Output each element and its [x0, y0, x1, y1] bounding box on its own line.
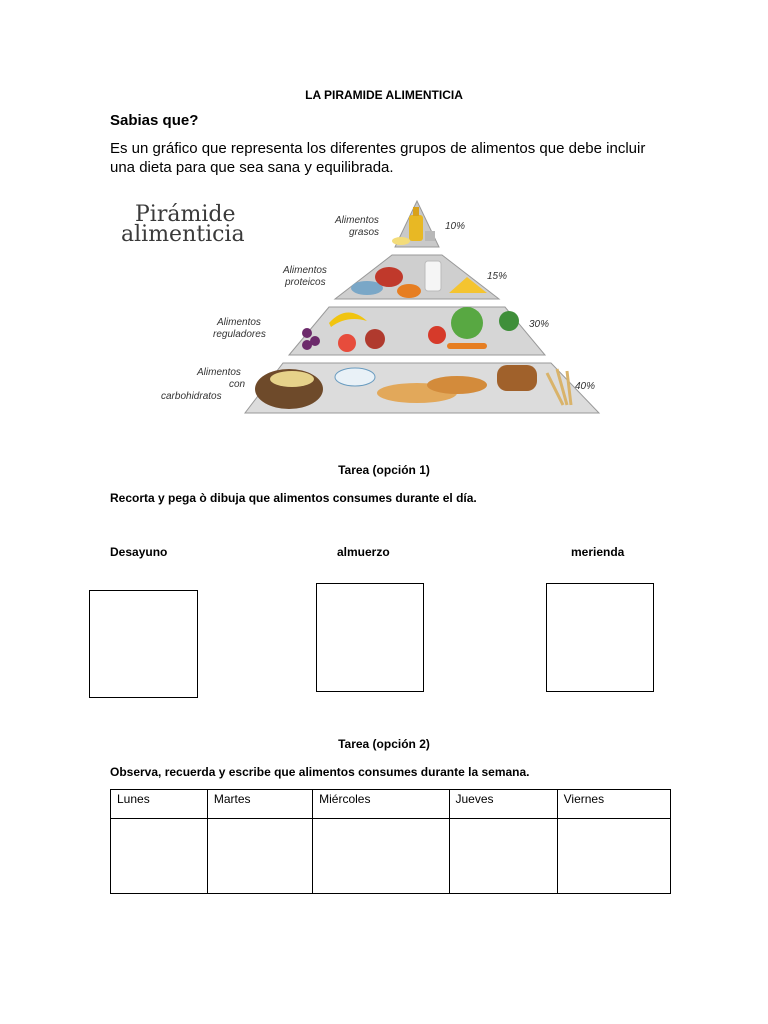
level-label-carbs-line2: con	[229, 379, 246, 390]
task1-heading: Tarea (opción 1)	[338, 463, 430, 477]
merienda-drawing-box[interactable]	[546, 583, 654, 692]
jueves-answer-cell[interactable]	[449, 819, 557, 894]
intro-paragraph: Es un gráfico que representa los diferentes grupos de alimentos que debe incluir una dieta para que sea sana y equilibrada.	[110, 140, 646, 176]
day-header-jueves: Jueves	[449, 790, 557, 819]
weekly-food-table	[110, 789, 671, 894]
level-label-regulators-line1: Alimentos	[217, 317, 261, 328]
task2-instruction: Observa, recuerda y escribe que alimentos consumes durante la semana.	[110, 765, 530, 779]
table-header-row	[111, 790, 671, 819]
meal-label-desayuno: Desayuno	[110, 545, 168, 559]
level-label-proteins-line1: Alimentos	[283, 265, 327, 276]
pyramid-title-line2: alimenticia	[121, 222, 245, 247]
almuerzo-drawing-box[interactable]	[316, 583, 424, 692]
meal-label-almuerzo: almuerzo	[337, 545, 390, 559]
martes-answer-cell[interactable]	[207, 819, 312, 894]
task2-heading: Tarea (opción 2)	[338, 737, 430, 751]
food-pyramid-illustration	[117, 193, 609, 419]
table-row	[111, 819, 671, 894]
level-percent-regulators: 30%	[529, 319, 550, 330]
level-percent-fats: 10%	[445, 221, 466, 232]
level-label-proteins-line2: proteicos	[285, 277, 326, 288]
level-label-carbs-line3: carbohidratos	[161, 391, 222, 402]
level-percent-proteins: 15%	[487, 271, 508, 282]
section-heading: Sabias que?	[110, 112, 199, 129]
miercoles-answer-cell[interactable]	[313, 819, 449, 894]
page-title: LA PIRAMIDE ALIMENTICIA	[305, 88, 463, 102]
viernes-answer-cell[interactable]	[557, 819, 670, 894]
level-label-fats-line2: grasos	[349, 227, 380, 238]
level-label-fats-line1: Alimentos	[335, 215, 379, 226]
level-percent-carbs: 40%	[575, 381, 596, 392]
meal-label-merienda: merienda	[571, 545, 625, 559]
day-header-martes: Martes	[207, 790, 312, 819]
level-label-carbs-line1: Alimentos	[197, 367, 241, 378]
pyramid-title-line1: Pirámide	[135, 202, 236, 227]
lunes-answer-cell[interactable]	[111, 819, 208, 894]
task1-instruction: Recorta y pega ò dibuja que alimentos consumes durante el día.	[110, 491, 477, 505]
desayuno-drawing-box[interactable]	[89, 590, 198, 698]
level-label-regulators-line2: reguladores	[213, 329, 266, 340]
day-header-viernes: Viernes	[557, 790, 670, 819]
day-header-lunes: Lunes	[111, 790, 208, 819]
day-header-miercoles: Miércoles	[313, 790, 449, 819]
